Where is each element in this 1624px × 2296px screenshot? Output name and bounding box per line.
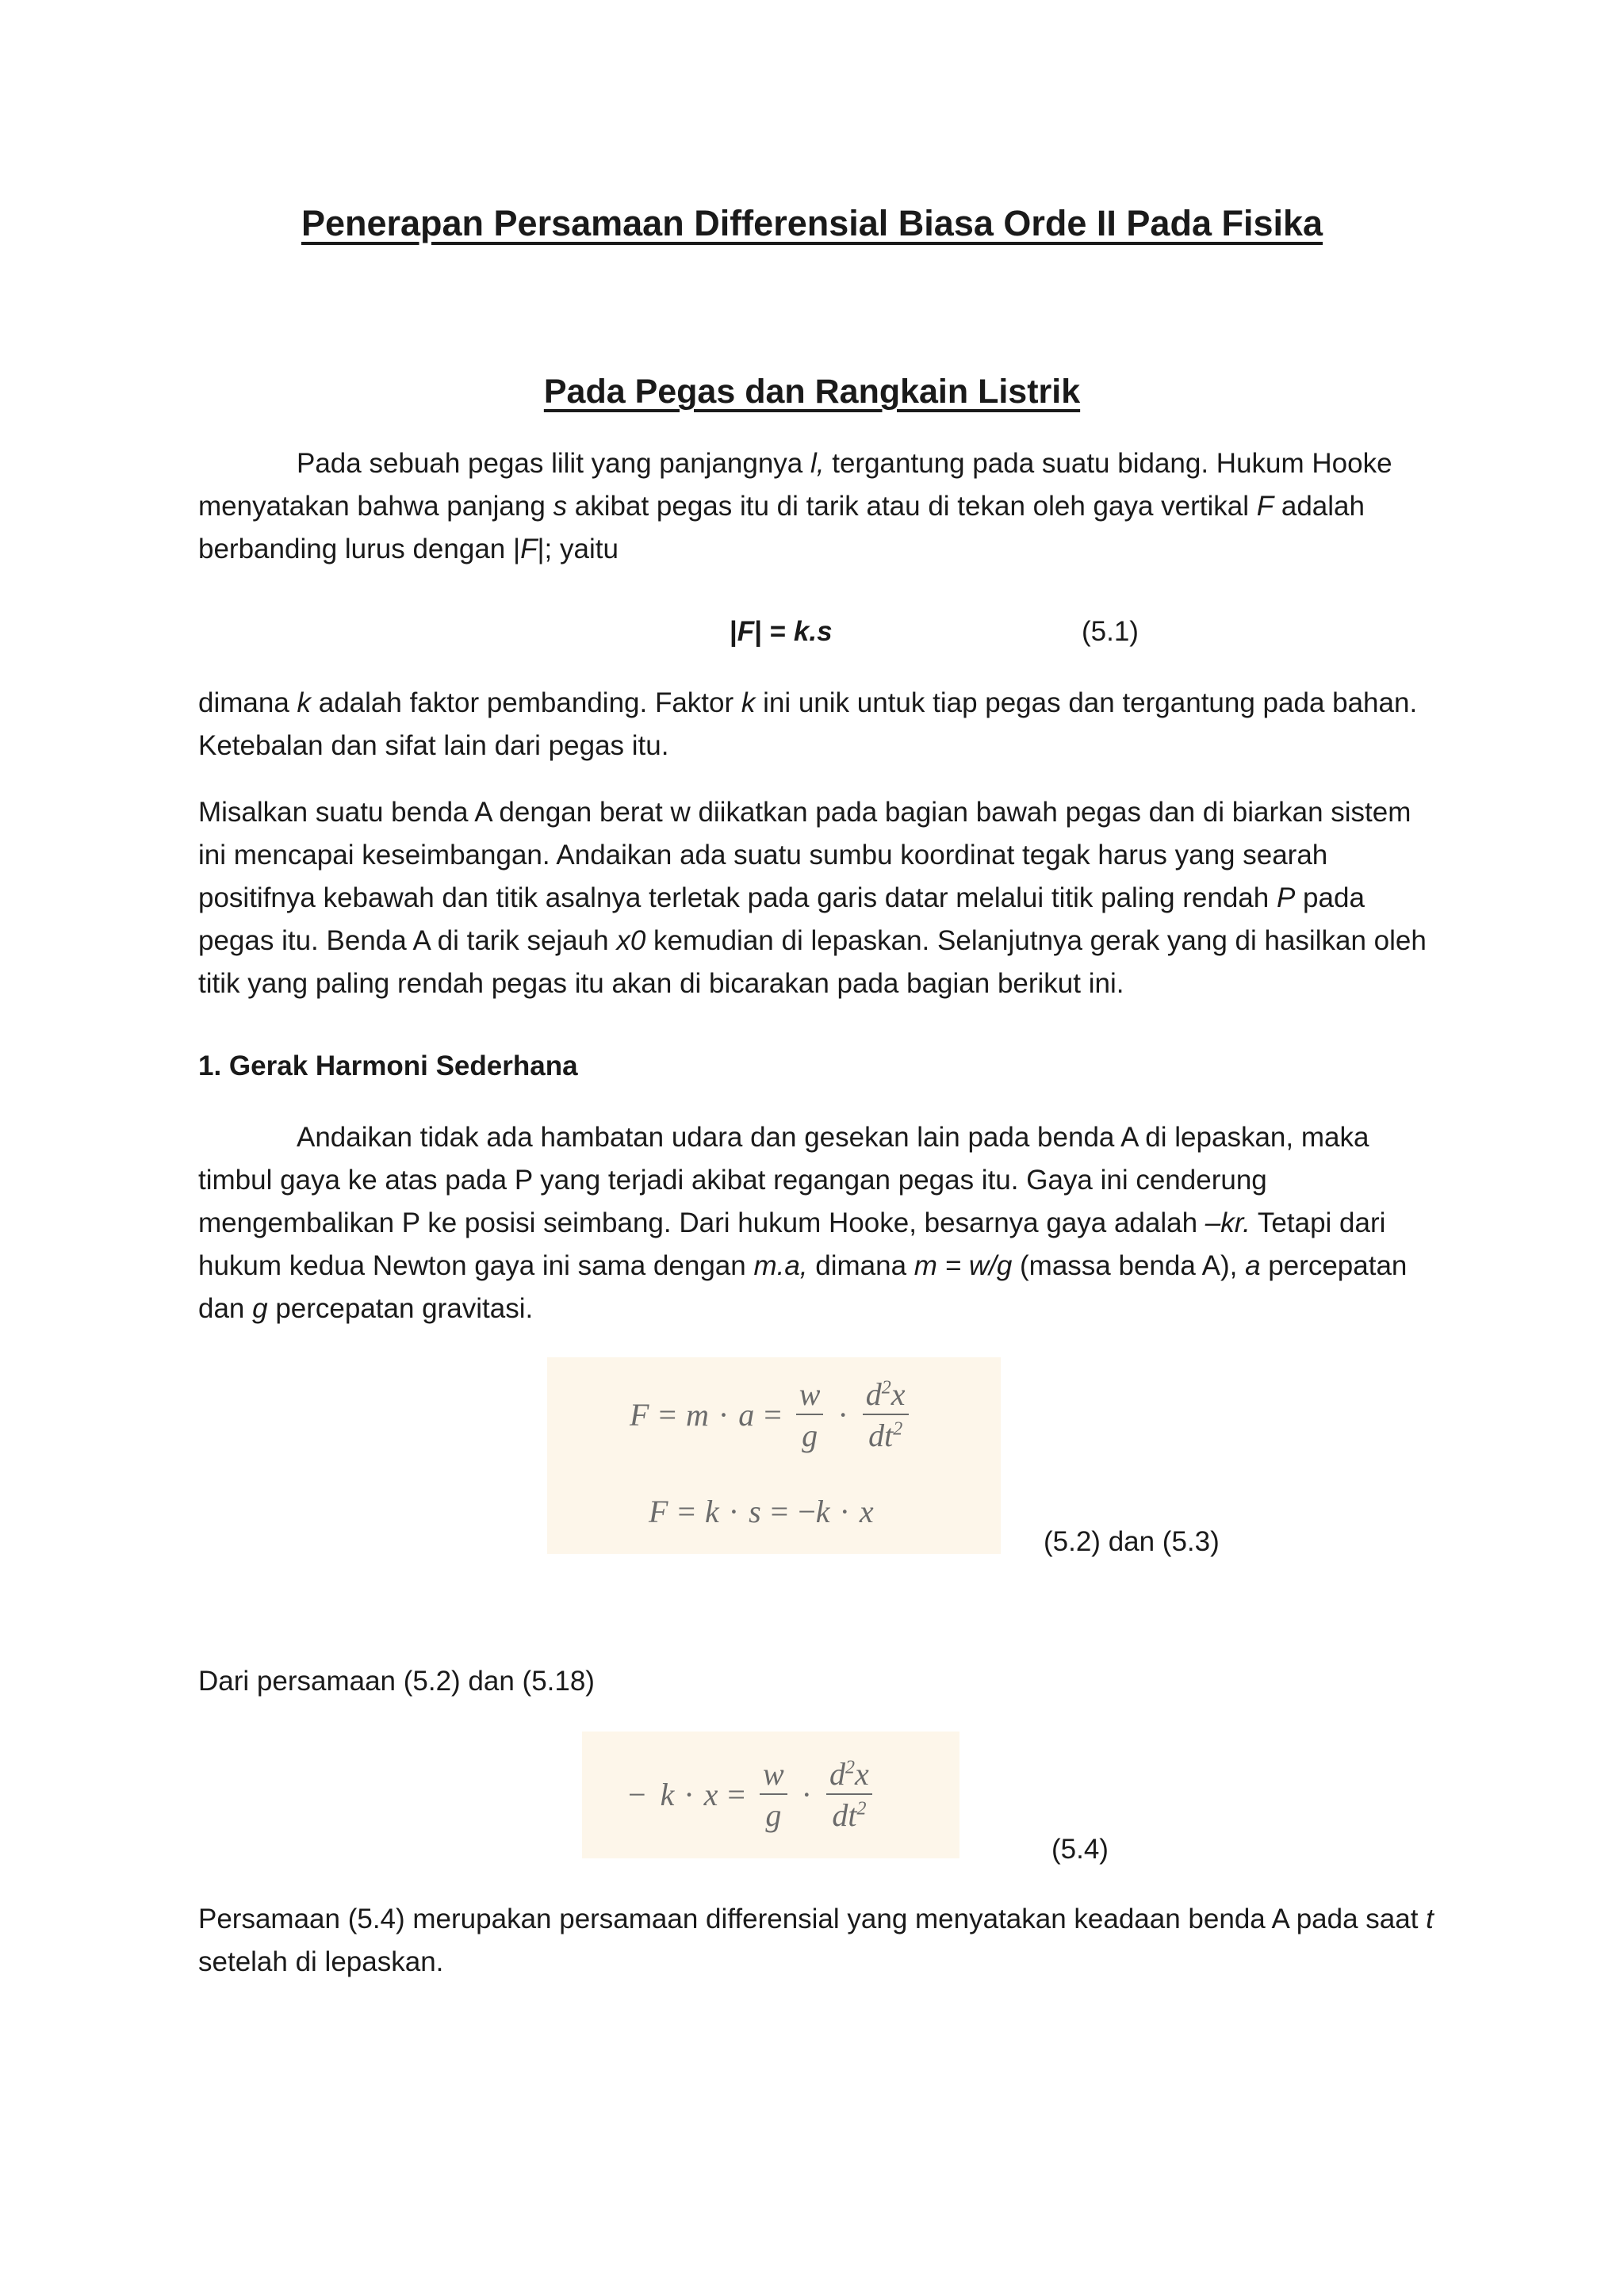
paragraph-3 (198, 791, 1435, 1005)
intro-paragraph (198, 442, 1435, 571)
paragraph-6 (198, 1898, 1435, 1984)
intro-line-3: berbanding lurus dengan |F|; yaitu (198, 534, 619, 564)
paragraph-4-line-5: dan g percepatan gravitasi. (198, 1293, 534, 1324)
paragraph-3-line-3: positifnya kebawah dan titik asalnya terletak pada garis datar melalui titik paling rendah P pada (198, 882, 1365, 913)
intro-line-2: menyatakan bahwa panjang s akibat pegas itu di tarik atau di tekan oleh gaya vertikal F adalah (198, 491, 1365, 522)
equation-image-5-2-5-3 (547, 1357, 1001, 1554)
paragraph-4-line-3: mengembalikan P ke posisi seimbang. Dari hukum Hooke, besarnya gaya adalah –kr. Tetapi dari (198, 1207, 1386, 1238)
equation-5-2: F = m · a = $\frac{w}{g}$ · $\frac{d^2x}{dt^2}$ (630, 1381, 914, 1449)
paragraph-2-line-1: dimana k adalah faktor pembanding. Faktor k ini unik untuk tiap pegas dan tergantung pada bahan. (198, 687, 1418, 718)
paragraph-3-line-2: ini mencapai keseimbangan. Andaikan ada suatu sumbu koordinat tegak harus yang searah (198, 840, 1328, 871)
section-heading-1: 1. Gerak Harmoni Sederhana (198, 1050, 578, 1081)
paragraph-4-line-2: timbul gaya ke atas pada P yang terjadi akibat regangan pegas itu. Gaya ini cenderung (198, 1165, 1267, 1196)
equation-image-5-4 (582, 1732, 959, 1858)
section-subtitle: Pada Pegas dan Rangkain Listrik (543, 373, 1081, 411)
paragraph-3-line-4: pegas itu. Benda A di tarik sejauh x0 kemudian di lepaskan. Selanjutnya gerak yang di hasilkan oleh (198, 925, 1427, 956)
intro-line-1: Pada sebuah pegas lilit yang panjangnya l, tergantung pada suatu bidang. Hukum Hooke (297, 448, 1392, 479)
paragraph-2 (198, 682, 1435, 767)
paragraph-5 (198, 1660, 1435, 1703)
paragraph-5-line-1: Dari persamaan (5.2) dan (5.18) (198, 1666, 595, 1697)
paragraph-2-line-2: Ketebalan dan sifat lain dari pegas itu. (198, 730, 669, 761)
paragraph-3-line-1: Misalkan suatu benda A dengan berat w diikatkan pada bagian bawah pegas dan di biarkan sistem (198, 797, 1411, 828)
equation-number-5-2-5-3: (5.2) dan (5.3) (1044, 1526, 1220, 1557)
paragraph-6-line-1: Persamaan (5.4) merupakan persamaan differensial yang menyatakan keadaan benda A pada saat t (198, 1904, 1434, 1934)
paragraph-4-line-1: Andaikan tidak ada hambatan udara dan gesekan lain pada benda A di lepaskan, maka (297, 1122, 1369, 1153)
page-title: Penerapan Persamaan Differensial Biasa Orde II Pada Fisika (301, 203, 1323, 243)
equation-5-4: − k · x = $\frac{w}{g}$ · $\frac{d^2x}{dt^2}$ (628, 1760, 877, 1830)
equation-number-5-1: (5.1) (1082, 616, 1139, 647)
paragraph-6-line-2: setelah di lepaskan. (198, 1946, 444, 1977)
equation-5-3: F = k · s = − k · x (649, 1494, 874, 1529)
equation-number-5-4: (5.4) (1051, 1834, 1109, 1865)
paragraph-4 (198, 1116, 1435, 1330)
paragraph-3-line-5: titik yang paling rendah pegas itu akan di bicarakan pada bagian berikut ini. (198, 968, 1124, 999)
equation-5-1: |F| = k.s (730, 616, 833, 647)
paragraph-4-line-4: hukum kedua Newton gaya ini sama dengan m.a, dimana m = w/g (massa benda A), a percepatan (198, 1250, 1408, 1281)
